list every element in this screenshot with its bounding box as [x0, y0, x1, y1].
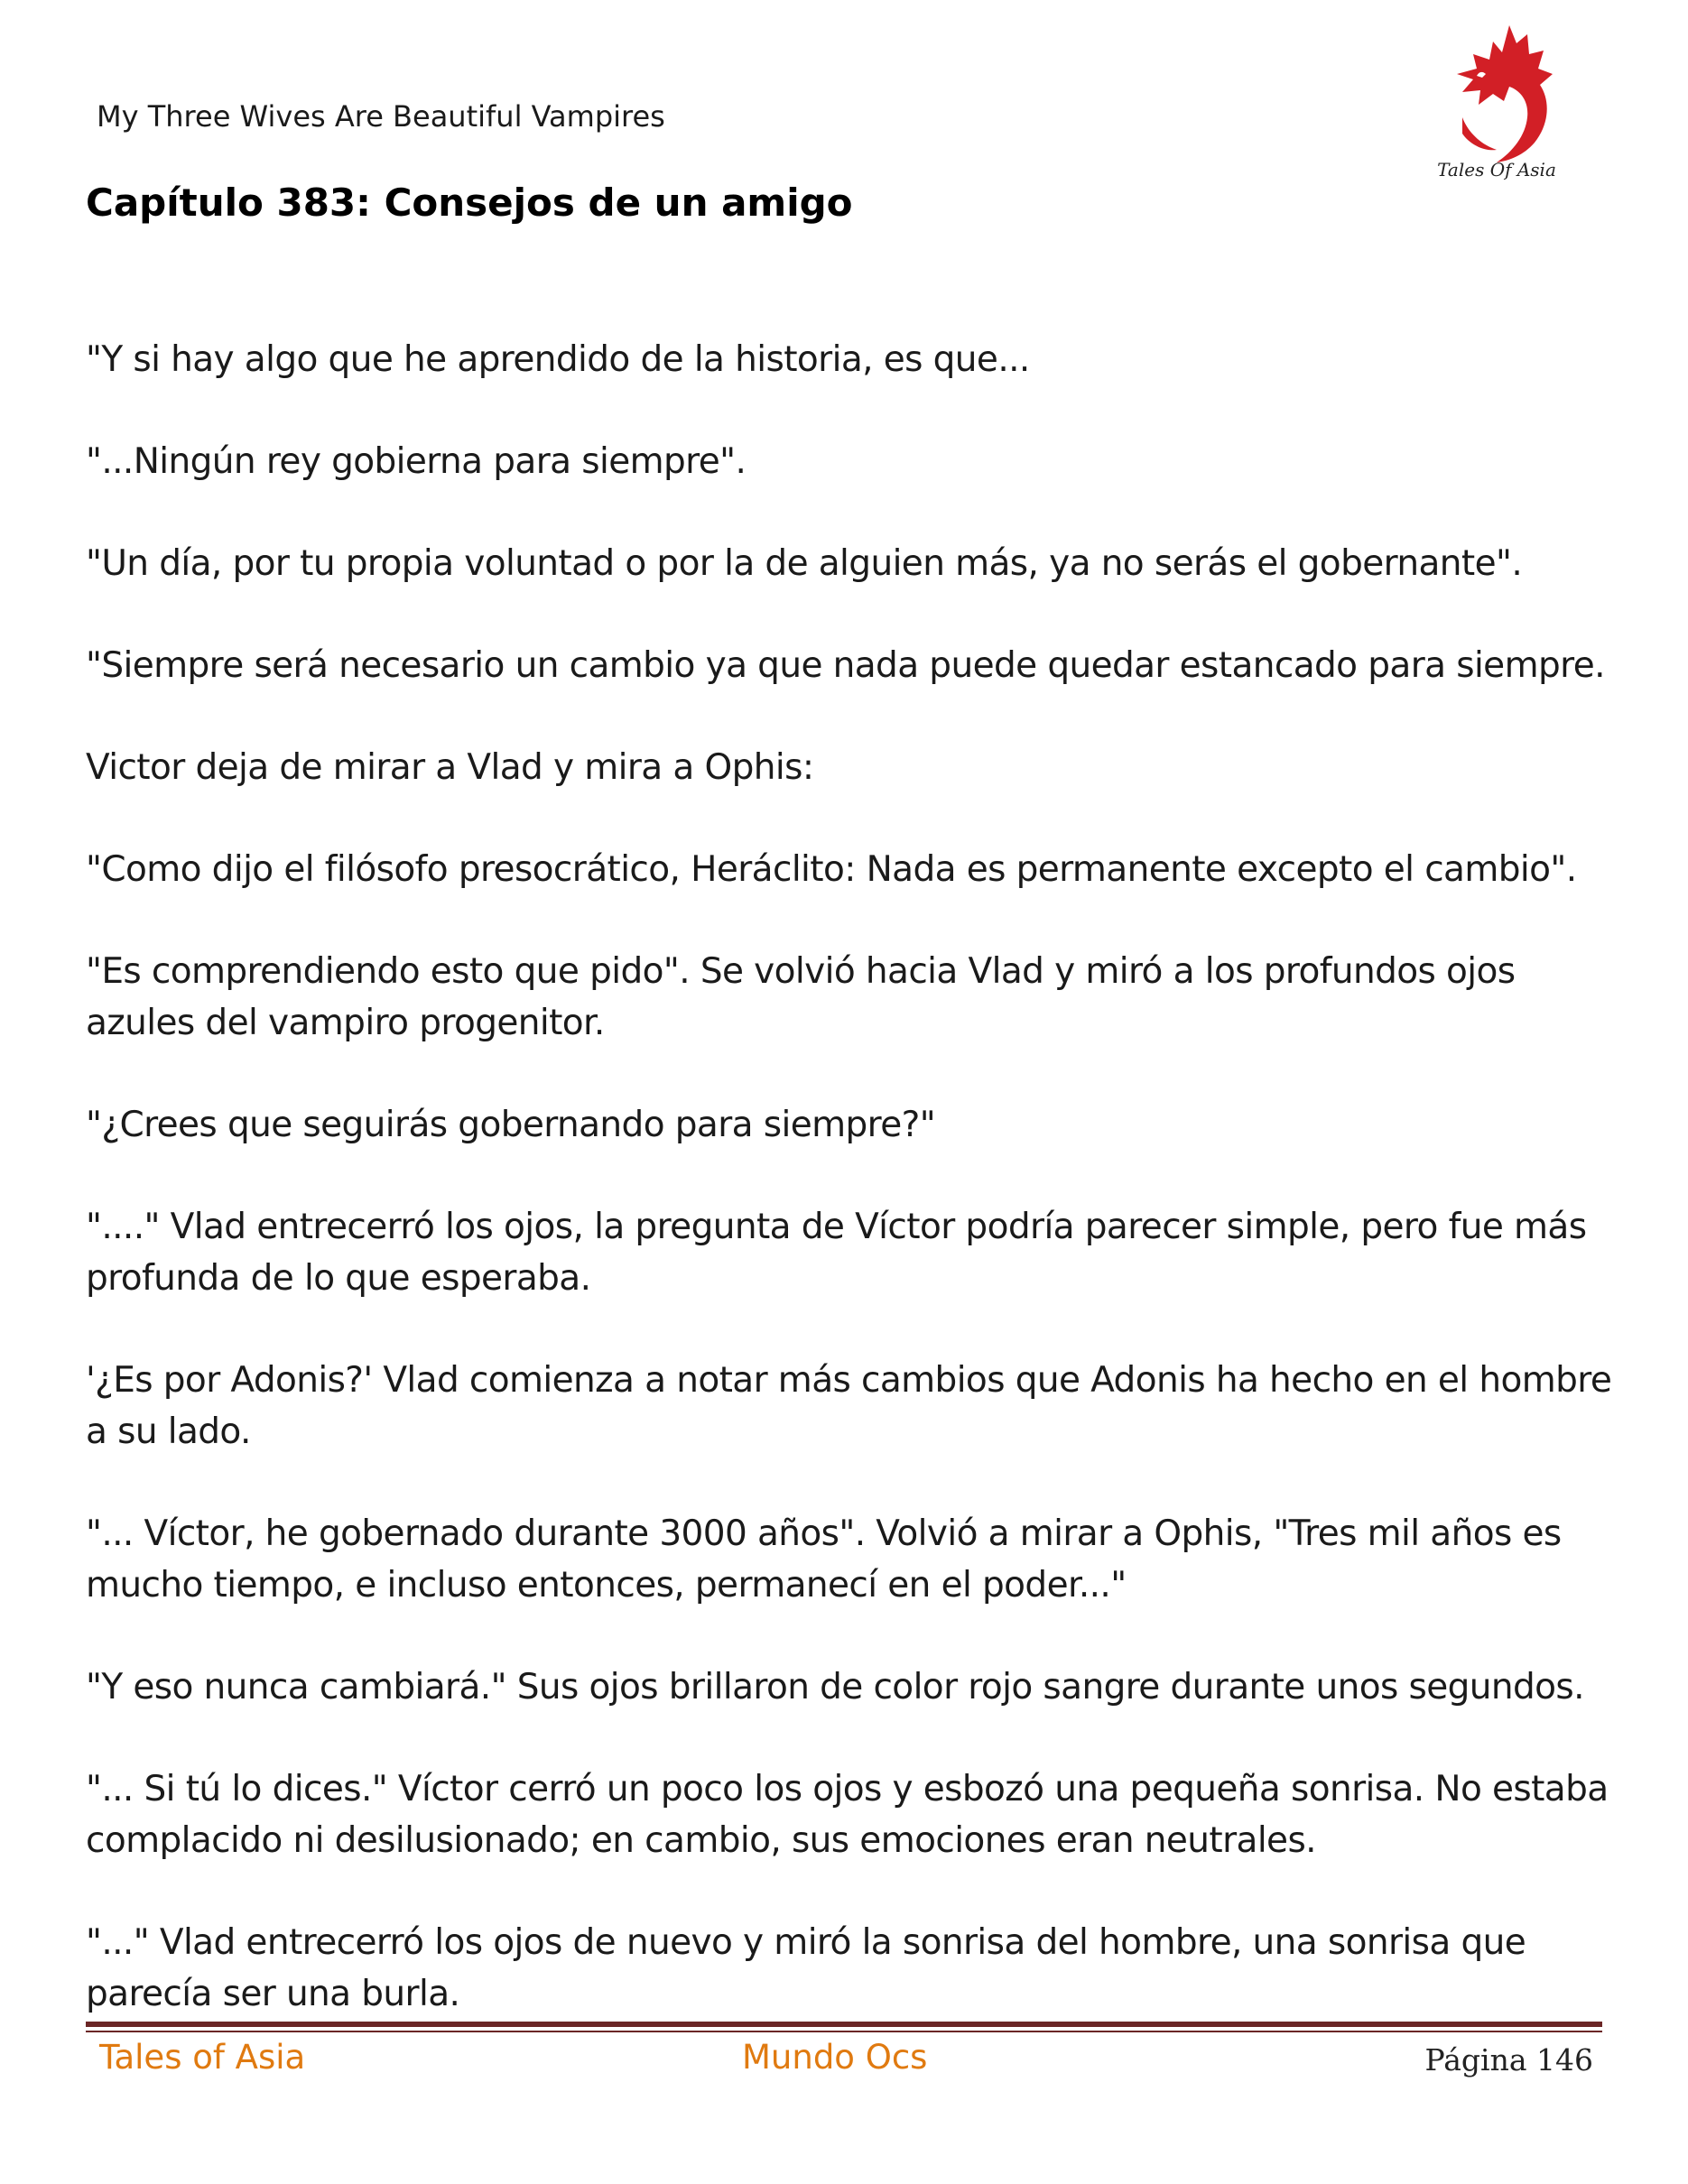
footer-section-name: Mundo Ocs — [742, 2038, 928, 2077]
paragraph: "...." Vlad entrecerró los ojos, la pregunta de Víctor podría parecer simple, pero fue más profunda de lo que esperaba. — [86, 1207, 1587, 1299]
paragraph: "Es comprendiendo esto que pido". Se volvió hacia Vlad y miró a los profundos ojos azules del vampiro progenitor. — [86, 951, 1516, 1043]
dragon-icon — [1457, 25, 1553, 162]
paragraph: '¿Es por Adonis?' Vlad comienza a notar más cambios que Adonis ha hecho en el hombre a su lado. — [86, 1360, 1612, 1452]
paragraph: "Como dijo el filósofo presocrático, Heráclito: Nada es permanente excepto el cambio". — [86, 849, 1577, 890]
paragraph: "... Víctor, he gobernado durante 3000 años". Volvió a mirar a Ophis, "Tres mil años es mucho tiempo, e incluso entonces, permanecí en el poder..." — [86, 1513, 1562, 1606]
chapter-body — [86, 334, 1620, 2020]
paragraph: "... Si tú lo dices." Víctor cerró un poco los ojos y esbozó una pequeña sonrisa. No estaba complacido ni desilusionado; en cambio, sus emociones eran neutrales. — [86, 1769, 1609, 1861]
footer-divider-thin — [86, 2031, 1602, 2032]
footer-divider — [86, 2022, 1602, 2027]
paragraph: "..." Vlad entrecerró los ojos de nuevo y miró la sonrisa del hombre, una sonrisa que parecía ser una burla. — [86, 1922, 1526, 2014]
tales-of-asia-logo — [1426, 18, 1571, 180]
footer-site-name: Tales of Asia — [99, 2038, 306, 2077]
book-title: My Three Wives Are Beautiful Vampires — [97, 99, 665, 134]
paragraph: "Un día, por tu propia voluntad o por la de alguien más, ya no serás el gobernante". — [86, 543, 1523, 584]
chapter-title: Capítulo 383: Consejos de un amigo — [86, 180, 853, 225]
paragraph: "¿Crees que seguirás gobernando para siempre?" — [86, 1105, 936, 1145]
paragraph: "Y eso nunca cambiará." Sus ojos brillaron de color rojo sangre durante unos segundos. — [86, 1667, 1584, 1707]
paragraph: "...Ningún rey gobierna para siempre". — [86, 441, 747, 482]
paragraph: "Y si hay algo que he aprendido de la historia, es que... — [86, 339, 1030, 380]
paragraph: Victor deja de mirar a Vlad y mira a Ophis: — [86, 747, 814, 788]
page-number: Página 146 — [1424, 2042, 1593, 2078]
paragraph: "Siempre será necesario un cambio ya que nada puede quedar estancado para siempre. — [86, 645, 1605, 686]
logo-text: Tales Of Asia — [1437, 159, 1556, 180]
